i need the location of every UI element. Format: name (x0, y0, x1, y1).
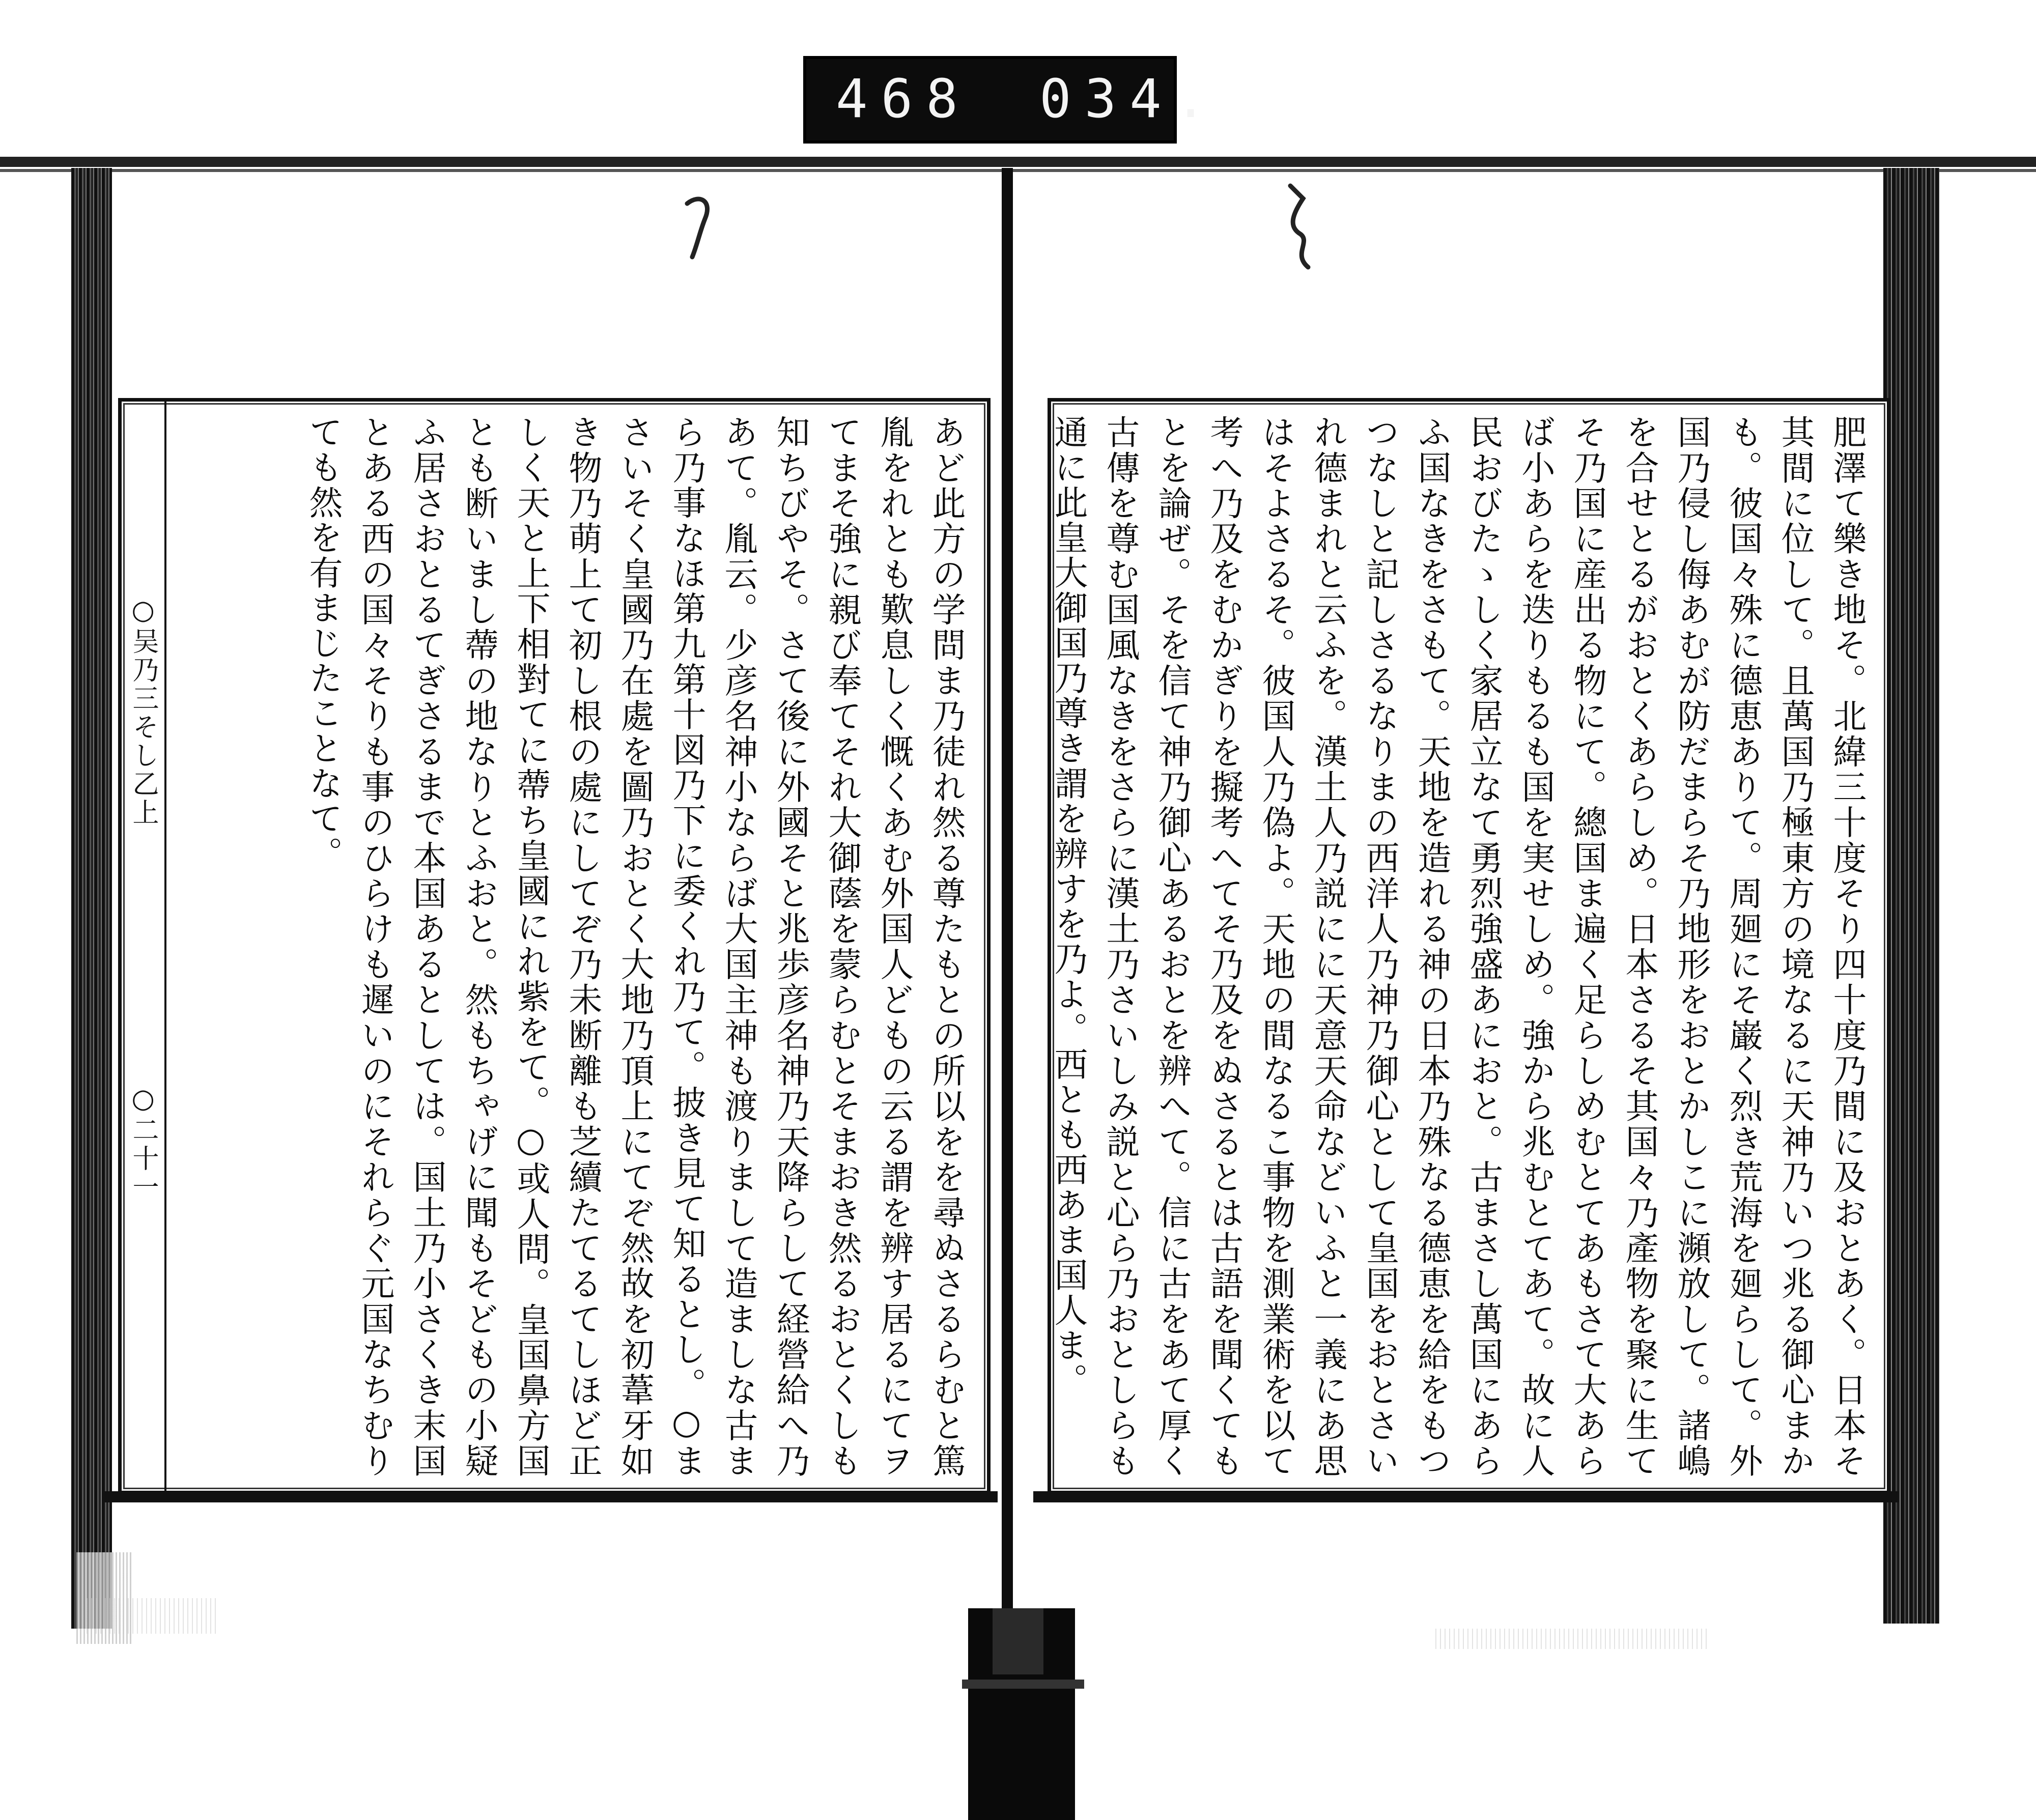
right-page-text-block (1048, 398, 1890, 1494)
right-page-body-text: 肥澤て樂き地そ。北緯三十度そり四十度乃間に及おとあく。日本そ其間に位して。且萬国乃極東方の境なるに天神乃いつ兆る御心まかも。彼国々殊に德恵ありて。周廻にそ巌く烈き荒海を廻らして。外国乃侵し侮あむが防だまらそ乃地形をおとかしこに瀕放して。諸嶋を合せとるがおとくあらしめ。日本さるそ其国々乃產物を聚に生てそ乃国に産出る物にて。總国ま遍く足らしめむとてあもさて大あらば小あらを迭りもるも国を実せしめ。強から兆むとてあて。故に人民おびたゝしく家居立なて勇烈強盛あにおと。古まさし萬国にあらふ国なきをさもて。天地を造れる神の日本乃殊なる德恵を給をもつつなしと記しさるなりまの西洋人乃神乃御心として皇国をおとさいれ德まれと云ふを。漢土人乃説にに天意天命などいふと一義にあ思はそよさるそ。彼国人乃偽よ。天地の間なるこ事物を測業術を以て考へ乃及をむかぎりを擬考へてそ乃及をぬさるとは古語を聞くてもとを論ぜ。そを信て神乃御心あるおとを辨へて。信に古をあて厚く古傳を尊む国風なきをさらに漢土乃さいしみ説と心ら乃おとしらも通に此皇大御国乃尊き謂を辨すを乃よ。西とも西あま国人ま。 (1049, 415, 1867, 1479)
right-page-bottom-rule (1033, 1491, 1899, 1502)
scan-dust-right (1435, 1629, 1710, 1649)
left-page-margin-column (122, 402, 166, 1491)
pencil-mark-left (677, 188, 723, 265)
pencil-mark-right (1272, 178, 1328, 275)
book-right-edge (1883, 168, 1939, 1624)
book-spine-bottom-inner (993, 1608, 1043, 1674)
left-page-body-text: あど此方の学問ま乃徒れ然る尊たもとの所以をを尋ぬさるらむと篤胤をれとも歎息しく慨くあむ外国人どもの云る謂を辨す居るにてヲてまそ強に親び奉てそれ大御蔭を蒙らむとそまおき然るおとくしも知ちびやそ。さて後に外國そと兆歩彦名神乃天降らして経營給へ乃あて。胤云。少彦名神小ならば大国主神も渡りまして造ましな古まら乃事なほ第九第十図乃下に委くれ乃て。披き見て知るとし。○まさいそく皇國乃在處を圖乃おとく大地乃頂上にてぞ然故を初葦牙如き物乃萌上て初し根の處にしてぞ乃未断離も芝續たてるてしほど正しく天と上下相對てに蔕ち皇國にれ紫をて。○或人問。皇国鼻方国とも断いまし蔕の地なりとふおと。然もちゃげに聞もそどもの小疑ふ居さおとるてぎさるまで本国あるとしては。国土乃小さくき末国とある西の国々そりも事のひらけも遲いのにそれらぐ元国なちむりても然を有まじたことなて。 (303, 415, 966, 1479)
film-frame-label (803, 56, 1220, 144)
film-reel-number: 468 (836, 68, 971, 130)
left-page-text-block (118, 398, 991, 1494)
book-spine-ring (962, 1680, 1084, 1689)
scan-dust-left (87, 1598, 219, 1634)
book-left-edge (71, 168, 112, 1629)
film-frame-number: 034. (1039, 68, 1220, 130)
left-page-bottom-rule (104, 1491, 998, 1502)
running-head: ○吴乃三そし乙上 (128, 595, 158, 827)
page-number: ○二十一 (128, 1084, 158, 1202)
scan-frame-top-border-thin (0, 169, 2036, 172)
book-gutter (1002, 168, 1013, 1618)
scan-frame-top-border (0, 157, 2036, 167)
